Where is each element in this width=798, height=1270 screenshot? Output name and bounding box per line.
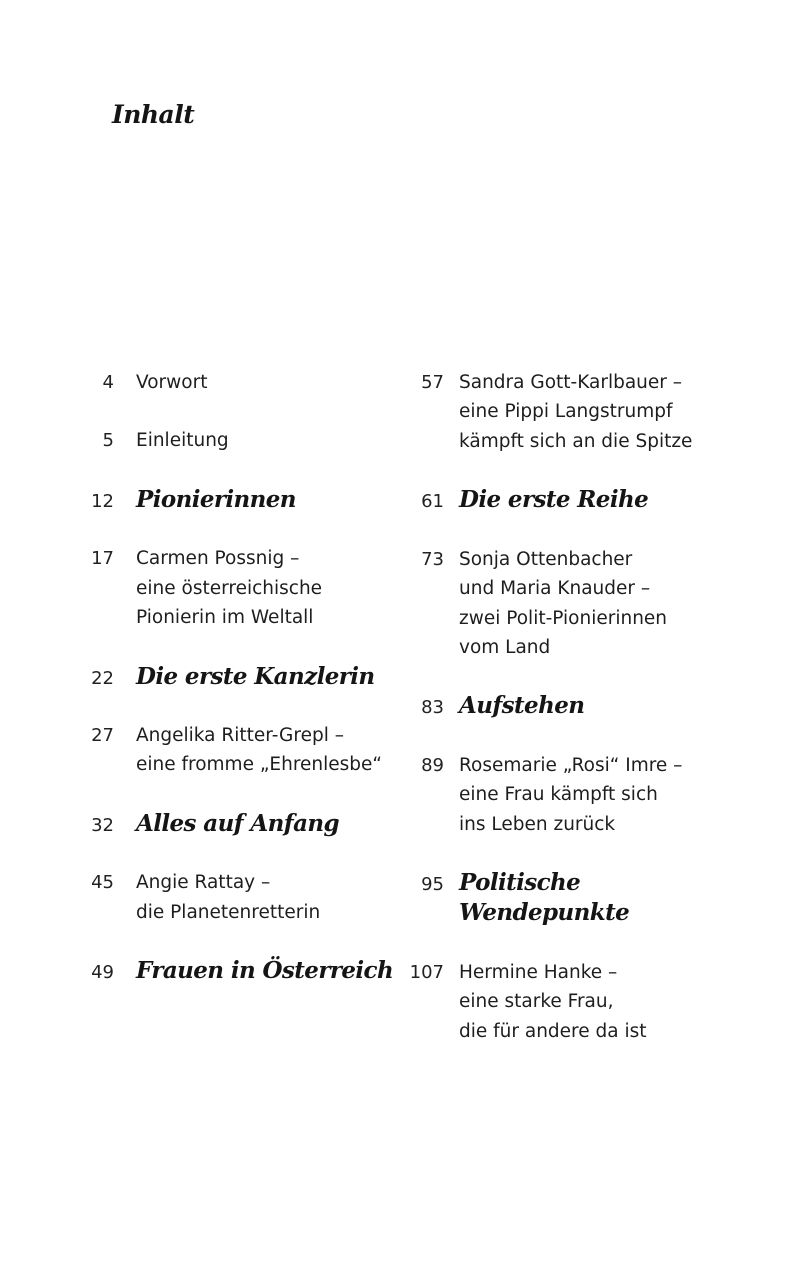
toc-title: Einleitung <box>136 430 229 452</box>
toc-section[interactable] <box>400 691 798 721</box>
toc-page-number: 95 <box>421 874 444 896</box>
toc-entry[interactable] <box>0 426 400 455</box>
toc-title: Angelika Ritter-Grepl – eine fromme „Ehrenlesbe“ <box>136 725 383 776</box>
toc-page-number: 89 <box>421 754 444 776</box>
toc-entry[interactable] <box>400 751 798 839</box>
toc-section-title: Pionierinnen <box>136 485 296 513</box>
toc-title: Carmen Possnig – eine österreichische Pionierin im Weltall <box>136 548 323 629</box>
toc-page-number: 57 <box>421 372 444 393</box>
toc-section-title: Die erste Reihe <box>459 486 649 514</box>
toc-entry[interactable] <box>400 958 798 1046</box>
toc-page-number: 49 <box>91 962 114 984</box>
toc-title: Hermine Hanke – eine starke Frau, die für andere da ist <box>459 962 647 1042</box>
toc-section-title: Politische Wendepunkte <box>459 869 630 926</box>
toc-section[interactable] <box>0 662 400 692</box>
toc-page-number: 27 <box>91 725 114 747</box>
toc-page-number: 107 <box>409 962 444 984</box>
toc-page-number: 61 <box>421 491 444 513</box>
toc-column-left <box>0 368 400 986</box>
toc-section-title: Frauen in Österreich <box>136 957 394 985</box>
toc-section[interactable] <box>0 485 400 515</box>
toc-entry[interactable] <box>0 368 400 397</box>
toc-section-title: Alles auf Anfang <box>136 809 340 837</box>
toc-page-number: 5 <box>102 430 114 452</box>
toc-section[interactable] <box>400 868 798 927</box>
toc-entry[interactable] <box>0 868 400 927</box>
toc-page-number: 83 <box>421 697 444 719</box>
toc-entry[interactable] <box>400 545 798 663</box>
toc-page-number: 22 <box>91 667 114 689</box>
toc-title: Sandra Gott-Karlbauer – eine Pippi Langstrumpf kämpft sich an die Spitze <box>459 372 693 452</box>
toc-page-number: 32 <box>91 814 114 836</box>
toc-section[interactable] <box>400 485 798 515</box>
toc-page-number: 45 <box>91 872 114 894</box>
toc-title: Rosemarie „Rosi“ Imre – eine Frau kämpft sich ins Leben zurück <box>459 754 683 835</box>
toc-section[interactable] <box>0 956 400 986</box>
toc-column-right <box>400 368 798 1046</box>
toc-page-number: 4 <box>102 372 114 393</box>
toc-section-title: Die erste Kanzlerin <box>136 662 375 690</box>
toc-entry[interactable] <box>0 721 400 780</box>
toc-page-number: 12 <box>91 490 114 512</box>
toc-section-title: Aufstehen <box>459 692 585 720</box>
page-title: Inhalt <box>112 100 195 129</box>
toc-page-number: 73 <box>421 548 444 570</box>
toc-entry[interactable] <box>400 368 798 456</box>
toc-title: Sonja Ottenbacher und Maria Knauder – zwei Polit-Pionierinnen vom Land <box>459 548 668 658</box>
toc-entry[interactable] <box>0 544 400 632</box>
toc-section[interactable] <box>0 809 400 839</box>
toc-title: Angie Rattay – die Planetenretterin <box>136 872 321 923</box>
toc-page-number: 17 <box>91 548 114 570</box>
toc-title: Vorwort <box>136 372 208 393</box>
